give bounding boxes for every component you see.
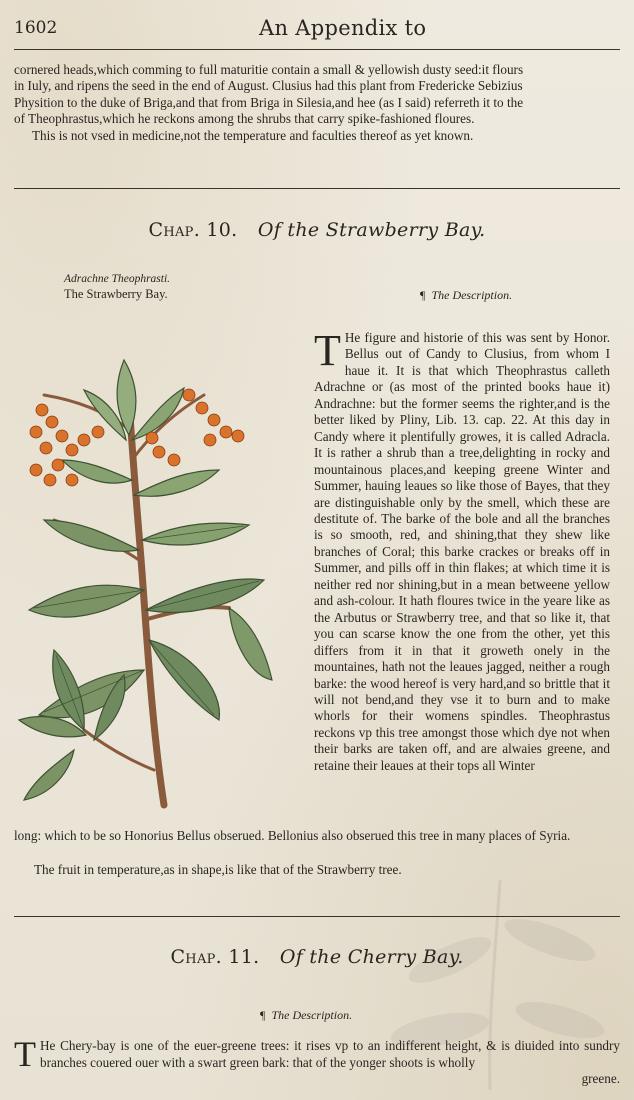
description-column <box>314 326 610 774</box>
chapter-11-heading <box>0 946 634 968</box>
description-heading <box>420 288 512 303</box>
page-header <box>14 18 620 44</box>
chapter-11-text <box>14 1034 620 1088</box>
description-body: He figure and historie of this was sent by Honor. Bellus out of Candy to Clusius, from whom I haue it. It is that which Theophrastus calleth Adrachne or (as most of the printed books haue it) Andrachne: but the former seems the righter,and is the better liked by Pliny, Lib. 13. cap. 22. At this day in Candy where it plentifully growes, it is called Adracla. It is rather a shrub than a tree,delighting in rocky and mountainous places,and keeping greene Winter and Summer, hauing leaues so like those of Bayes, that they are distinguishable only by the smell, which these are destitute of. The barke of the bole and all the branches is so smooth, red, and shining,that they shew like branches of Coral; this barke crackes or breaks off in Summer, and pills off in thin flakes; at which time it is neither red nor shining,but in a mean betweene yellow and ash-colour. It hath floures twice in the yeare like as the Arbutus or Strawberry tree, and that so like it, that you can scarse know the one from the other, yet this differs from it in that it groweth onely in the mountaines, hath not the leaues jagged, neither a rough barke: the wood hereof is very hard,and so brittle that it will not bend,and they vse it to burn and to make whorls for their womens spindles. Theophrastus reckons vp this tree amongst those which dye not when their barks are taken off, and are alwaies greene, and retaine their leaues at their tops all Winter <box>314 330 610 773</box>
page-number: 1602 <box>14 18 58 38</box>
top-line-2: in Iuly, and ripens the seed in the end of August. Clusius had this plant from Fredericke Sebizius <box>14 78 523 94</box>
top-line-5 <box>14 128 620 144</box>
top-line-4: of Theophrastus,which he reckons among the shrubs that carry spike-fashioned floures. <box>14 111 475 127</box>
header-rule <box>14 49 620 50</box>
top-paragraph <box>14 62 620 144</box>
continuation-text: long: which to be so Honorius Bellus obserued. Bellonius also obserued this tree in many places of Syria. <box>14 828 571 843</box>
strawberry-bay-illustration <box>14 340 290 820</box>
section-rule-bottom <box>14 916 620 917</box>
chapter-10-heading <box>0 219 634 241</box>
description-dropcap: T <box>314 326 341 375</box>
description-heading-2 <box>260 1008 352 1023</box>
top-second-sentence: This is not vsed in medicine,not the temperature and faculties thereof as yet known. <box>32 127 474 143</box>
chapter-10-label: Chap. 10. <box>148 219 238 241</box>
pilcrow-mark-2: ¶ <box>260 1008 266 1022</box>
figure-caption <box>64 272 170 302</box>
section-rule-top <box>14 188 620 189</box>
chapter-11-dropcap: T <box>14 1034 36 1074</box>
chapter-10-title: Of the Strawberry Bay. <box>257 219 486 241</box>
description-heading-text: The Description. <box>431 288 513 302</box>
chapter-11-title: Of the Cherry Bay. <box>279 946 464 968</box>
chapter-11-last-line: greene. <box>581 1071 620 1087</box>
description-heading-2-text: The Description. <box>271 1008 353 1022</box>
closing-line: The fruit in temperature,as in shape,is like that of the Strawberry tree. <box>34 862 402 877</box>
figure-caption-english: The Strawberry Bay. <box>64 287 168 301</box>
chapter-11-body: He Chery-bay is one of the euer-greene trees: it rises vp to an indifferent height, & is diuided into sundry branches couered ouer with a swart green bark: that of the yonger shoots is wholly <box>40 1038 620 1070</box>
top-line-3: Physition to the duke of Briga,and that from Briga in Silesia,and hee (as I said) referreth it to the <box>14 94 524 110</box>
pilcrow-mark: ¶ <box>420 288 426 302</box>
chapter-11-label: Chap. 11. <box>170 946 260 968</box>
top-line-1: cornered heads,which comming to full maturitie contain a small & yellowish dusty seed:it flours <box>14 62 524 77</box>
figure-caption-latin: Adrachne Theophrasti. <box>64 273 171 285</box>
running-title: An Appendix to <box>259 16 427 40</box>
